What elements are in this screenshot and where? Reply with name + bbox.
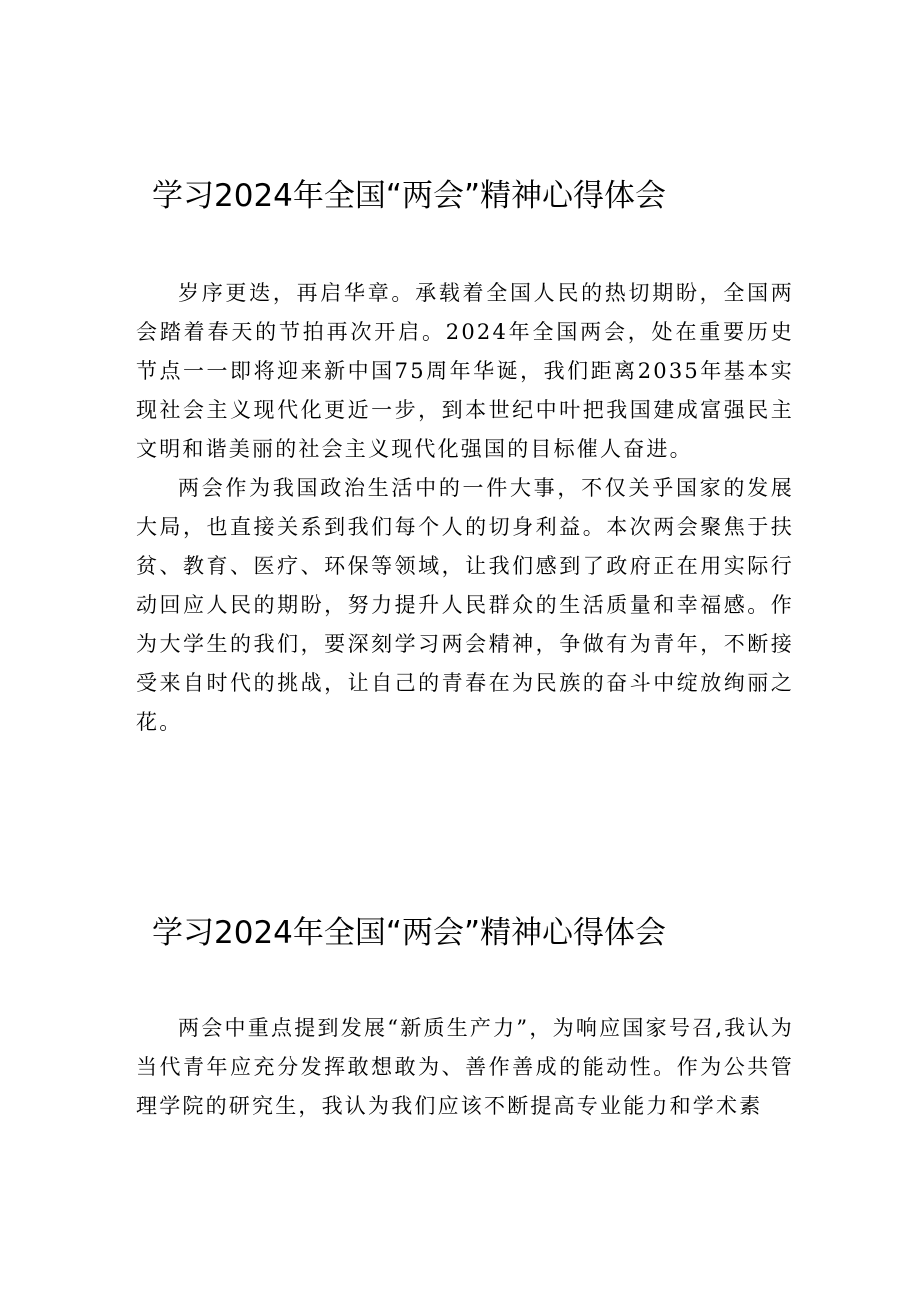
section-title: 学习2024年全国“两会”精神心得体会 <box>152 915 667 951</box>
body-paragraph: 两会中重点提到发展“新质生产力”，为响应国家号召,我认为当代青年应充分发挥敢想敢为、善作善成的能动性。作为公共管理学院的研究生，我认为我们应该不断提高专业能力和学术素 <box>136 1016 794 1118</box>
body-paragraph: 岁序更迭，再启华章。承载着全国人民的热切期盼，全国两会踏着春天的节拍再次开启。2024年全国两会，处在重要历史节点一一即将迎来新中国75周年华诞，我们距离2035年基本实现社会主义现代化更近一步，到本世纪中叶把我国建成富强民主文明和谐美丽的社会主义现代化强国的目标催人奋进。 <box>136 281 794 461</box>
section-body <box>136 1009 794 1126</box>
section-body <box>136 274 794 742</box>
section-title: 学习2024年全国“两会”精神心得体会 <box>152 178 667 214</box>
body-paragraph: 两会作为我国政治生活中的一件大事，不仅关乎国家的发展大局，也直接关系到我们每个人的切身利益。本次两会聚焦于扶贫、教育、医疗、环保等领域，让我们感到了政府正在用实际行动回应人民的期盼，努力提升人民群众的生活质量和幸福感。作为大学生的我们，要深刻学习两会精神，争做有为青年，不断接受来自时代的挑战，让自己的青春在为民族的奋斗中绽放绚丽之花。 <box>136 476 794 734</box>
